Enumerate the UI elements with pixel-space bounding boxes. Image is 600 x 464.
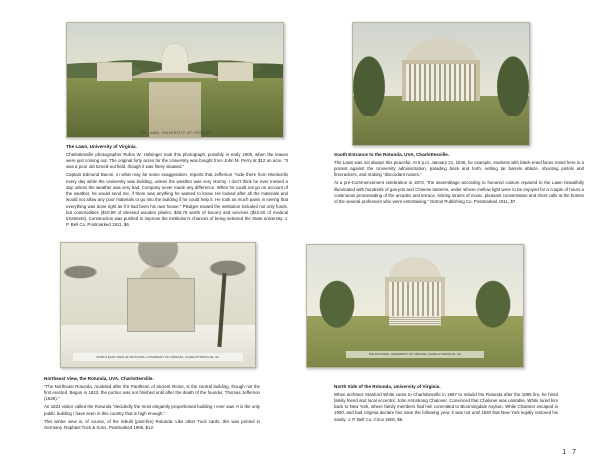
rotunda-steps bbox=[389, 316, 441, 326]
caption-paragraph: Captain Edmund Bacon, in what may be some exaggeration, reports that Jefferson "rode there from Monticello every day while the University was building, unless the weather was very stormy. I don't think he ever missed a day unless the weather was very bad. Company never made any difference. When he could not go on account of the weather, he would send me, if there was anything he wanted to know. He looked after all the materials and would not allow any poor materials to go into the building if he could help it. He took as much pains in seeing that everything was done right as if it had been his own house." Pledges toward the institution included not only funds, but commodities ($10.99 of dressed wooden planks, $45.75 worth of bacon) and services ($42.60 of medical treatment). Construction was pushed to improve the institution's chances of being selected the State university. J. P. Bell Co. Postmarked 1911, $6. bbox=[66, 172, 288, 228]
walkway bbox=[149, 82, 201, 137]
tree-right bbox=[490, 43, 530, 116]
tree-right bbox=[467, 269, 519, 332]
rotunda-columns bbox=[406, 64, 476, 101]
caption-paragraph: An 1824 visitor called the Rotunda "decidedly the most elegantly proportioned building I ever saw. It is the only public building I have seen in this country that is high enough." bbox=[44, 404, 260, 416]
caption-title: Northeast View, the Rotunda, UVA, Charlottesville. bbox=[44, 376, 154, 381]
caption-the-lawn bbox=[66, 144, 288, 231]
bare-branches bbox=[61, 243, 255, 340]
caption-northeast-view bbox=[44, 376, 260, 433]
caption-paragraph: "The Northeast Rotunda, modeled after the Pantheon of ancient Rome, is the central building, though not the first erected. Begun in 1823, the portico was not finished until after the death of the founder, Thomas Jefferson (1826)." bbox=[44, 383, 260, 402]
tree-left bbox=[311, 269, 363, 332]
rotunda-building bbox=[162, 44, 188, 74]
tree-left bbox=[352, 43, 392, 116]
the-lawn-postcard bbox=[66, 22, 284, 138]
caption-paragraph: At a pre-Commencement celebration in 1873, "the assemblage according to honored custom repaired to the Lawn beautifully illuminated with hundreds of gas-jets and Chinese lanterns, under whose mellow light were to be enjoyed for a couple of hours a continuous promenading of the arcades and terrace, stirring strains of music, pleasant conversation and short calls at the homes of the several professors who were entertaining." Detroit Publishing Co. Postmarked 1911, $7. bbox=[334, 180, 584, 205]
rotunda-columns bbox=[389, 282, 441, 316]
caption-paragraph: The Lawn was not always this peaceful. At 9 p.m. January 21, 1846, for example, students with black-ened faces rioted here in a protest against the University administration, parading back and forth, setting tar barrels ablaze, shooting pistols and firecrackers, and making "discordant noises." bbox=[334, 159, 584, 178]
north-side-rotunda-postcard bbox=[306, 244, 524, 368]
caption-paragraph: This winter view is, of course, of the rebuilt (post-fire) Rotunda. Like other Tuck cards, this was printed in Germany. Raphael Tuck & Sons. Postmarked 1906, $12. bbox=[44, 418, 260, 431]
postcard-inscription: THE ROTUNDA, UNIVERSITY OF VIRGINIA, CHARLOTTESVILLE, VA. bbox=[346, 351, 484, 358]
northeast-view-rotunda-postcard bbox=[60, 242, 256, 368]
caption-title: The Lawn, University of Virginia. bbox=[66, 144, 137, 149]
postcard-inscription: NORTH EAST VIEW OF ROTUNDA, UNIVERSITY OF VIRGINIA, CHARLOTTESVILLE, VA. bbox=[73, 353, 244, 361]
caption-south-entrance bbox=[334, 152, 584, 207]
caption-title: North Side of the Rotunda, University of Virginia. bbox=[334, 384, 441, 389]
postcard-inscription: THE LAWN, UNIVERSITY OF VIRGINIA bbox=[138, 131, 212, 135]
caption-paragraph: When architect Stanford White came to Charlottesville in 1897 to rebuild the Rotunda after the 1895 fire, he hired family friend and local eccentric John Armstrong Chaloner. Convinced that Chaloner was unstable, White lured him back to New York, where family members had him committed to Bloomingdale Asylum. While Chaloner escaped in 1900, and had Virginia declare him sane the following year, it was not until 1920 that New York legally restored his sanity. J. P. Bell Co. Circa 1900, $6. bbox=[334, 391, 558, 422]
caption-title: South Entrance to the Rotunda, UVA, Charlottesville. bbox=[334, 152, 450, 157]
caption-north-side bbox=[334, 384, 558, 425]
caption-paragraph: Charlottesville photographer Rufus W. Holsinger took this photograph, possibly in early 1905, when the leaves were just coming out. The original forty acres for the University was bought from John M. Perry at $12 an acre. "It was a poor old turned-out field, though it was finely situated." bbox=[66, 151, 288, 170]
south-entrance-rotunda-postcard bbox=[352, 22, 530, 146]
pavilion-right bbox=[218, 62, 253, 81]
pavilion-left bbox=[97, 62, 132, 81]
page-number: 1 7 bbox=[562, 449, 578, 456]
